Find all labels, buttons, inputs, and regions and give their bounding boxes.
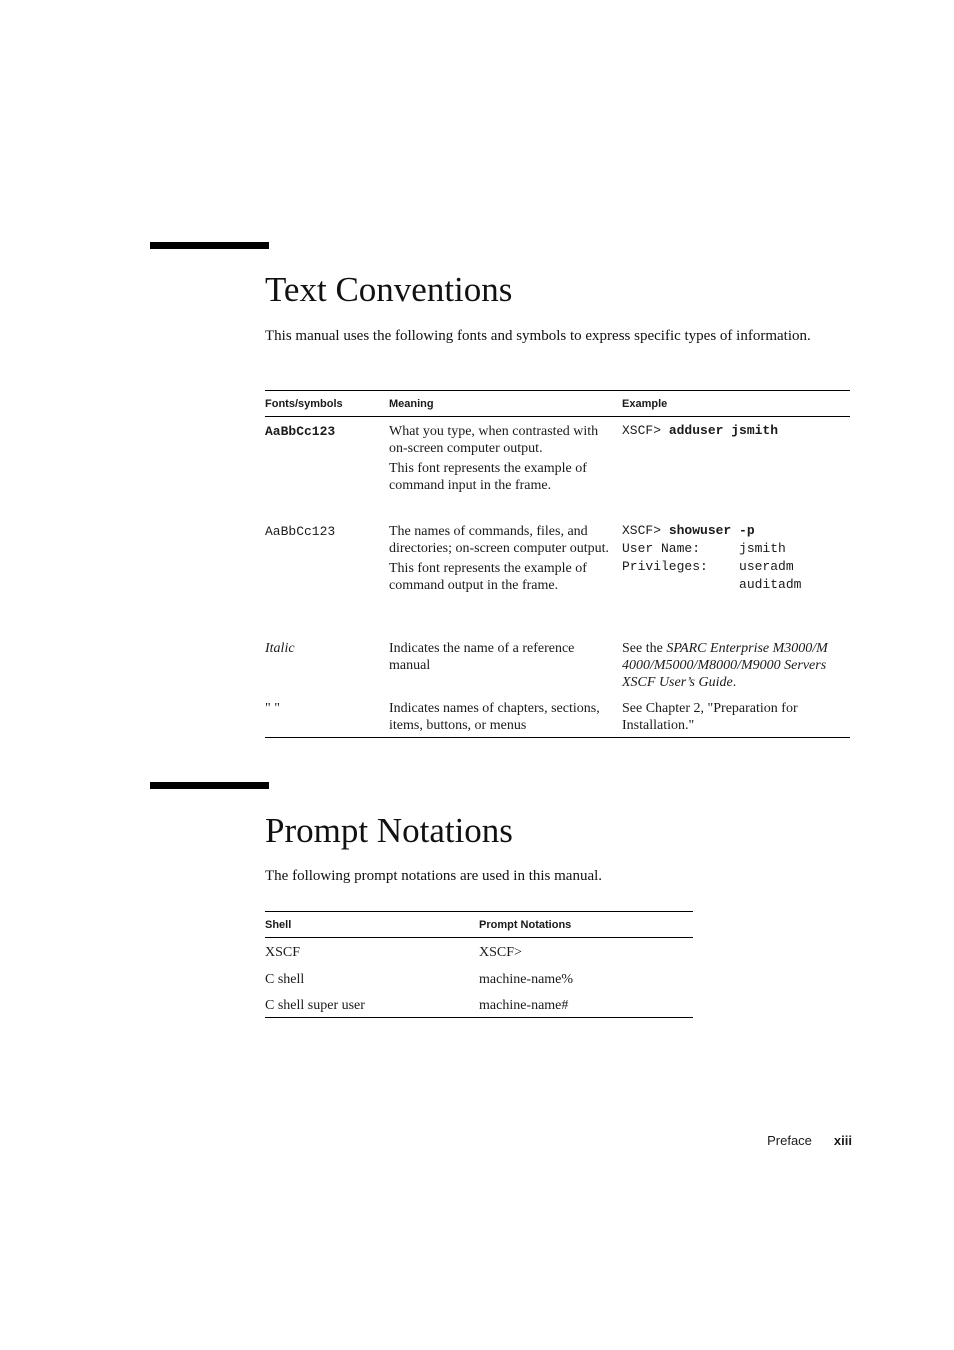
example-output-line: User Name: jsmith — [622, 541, 786, 556]
example-manual-title: SPARC Enterprise M3000/M4000/M5000/M8000/M9000 Servers XSCF User’s Guide — [622, 641, 828, 690]
column-header-prompt-notations: Prompt Notations — [479, 919, 572, 931]
section-heading-text-conventions: Text Conventions — [265, 270, 513, 309]
section-rule-bar — [150, 782, 269, 789]
column-header-fonts-symbols: Fonts/symbols — [265, 398, 343, 410]
table-cell-shell: C shell super user — [265, 998, 365, 1013]
example-prompt: XSCF> — [622, 523, 669, 538]
page-footer — [767, 1133, 852, 1148]
table-cell-symbol: " " — [265, 701, 280, 716]
prompt-notations-table — [265, 911, 693, 1018]
column-header-meaning: Meaning — [389, 398, 434, 410]
example-output-line: auditadm — [622, 577, 802, 592]
table-cell-symbol: Italic — [265, 641, 295, 656]
footer-page-number: xiii — [833, 1133, 852, 1148]
text-conventions-table — [265, 390, 850, 738]
example-text: See the — [622, 641, 667, 656]
table-cell-symbol: AaBbCc123 — [265, 524, 336, 539]
column-header-example: Example — [622, 398, 668, 410]
column-header-shell: Shell — [265, 919, 292, 931]
table-cell-meaning: Indicates names of chapters, sections, items, buttons, or menus — [389, 701, 600, 733]
table-cell-shell: XSCF — [265, 945, 301, 960]
meaning-line: What you type, when contrasted with on-screen computer output. — [389, 424, 599, 456]
table-cell-prompt: machine-name# — [479, 998, 569, 1013]
table-cell-meaning — [389, 423, 611, 497]
example-text: . — [732, 675, 737, 690]
meaning-line: The names of commands, files, and directories; on-screen computer output. — [389, 524, 610, 556]
table-cell-prompt: machine-name% — [479, 972, 574, 987]
table-cell-example — [622, 522, 801, 594]
table-cell-shell: C shell — [265, 972, 305, 987]
table-cell-symbol: AaBbCc123 — [265, 424, 336, 439]
table-header-row — [265, 912, 693, 938]
example-prompt: XSCF> — [622, 423, 669, 438]
meaning-line: This font represents the example of command output in the frame. — [389, 561, 587, 593]
section-heading-prompt-notations: Prompt Notations — [265, 811, 513, 850]
example-command: showuser -p — [668, 523, 755, 538]
table-cell-prompt: XSCF> — [479, 945, 522, 960]
example-output-line: Privileges: useradm — [622, 559, 794, 574]
footer-section-name: Preface — [767, 1133, 812, 1148]
example-command: adduser jsmith — [668, 423, 779, 438]
section-intro-text-conventions: This manual uses the following fonts and symbols to express specific types of information. — [265, 328, 811, 344]
table-cell-example — [622, 640, 834, 691]
section-intro-prompt-notations: The following prompt notations are used in this manual. — [265, 868, 603, 884]
table-header-row — [265, 391, 850, 417]
section-rule-bar — [150, 242, 269, 249]
table-cell-meaning — [389, 523, 611, 597]
table-cell-meaning: Indicates the name of a reference manual — [389, 641, 575, 673]
meaning-line: This font represents the example of command input in the frame. — [389, 461, 587, 493]
table-cell-example: See Chapter 2, "Preparation for Installation." — [622, 701, 798, 733]
table-cell-example — [622, 422, 778, 440]
